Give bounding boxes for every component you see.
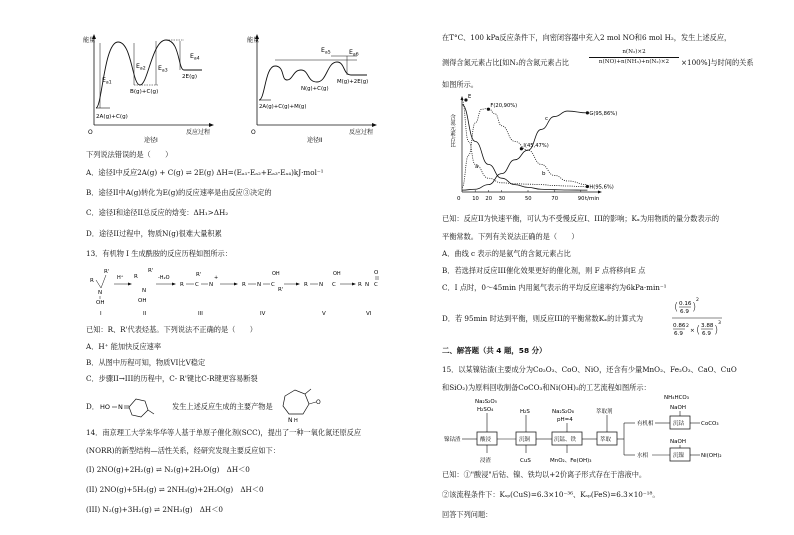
scheme-atom: R (358, 282, 362, 288)
scheme-atom: N (209, 282, 214, 288)
origin-label: O (88, 129, 93, 136)
ea4-label: $E_{a4}$ (190, 53, 200, 62)
nitrogen-fraction-chart (442, 92, 618, 210)
flow-reagent: pH=4 (557, 417, 573, 423)
q13-known: 已知：R、R'代表烃基。下列说法不正确的是（ ） (86, 325, 257, 334)
flow-product-nioh2: Ni(OH)₂ (701, 453, 722, 459)
flow-reagent: Na₂S₂O₅ (475, 399, 497, 405)
svg-text:(: ( (696, 323, 701, 336)
chart-point-label: H(95,6%) (589, 184, 614, 191)
oxime-atom: HO (100, 403, 111, 411)
y-axis-label: 能量 (83, 37, 96, 44)
energy-diagram-path-1 (80, 30, 215, 145)
flow-aqueous-phase: 水相 (637, 453, 649, 459)
kx-den-a-den: 6.9 (674, 331, 683, 337)
lactam-atom: N (288, 417, 293, 424)
q15-stem-1: 15．以某镍钴渣(主要成分为Co₂O₃、CoO、NiO，还含有少量MnO₂、Fe₂O₃、CaO、CuO (442, 365, 737, 374)
x-tick-label: 10 (472, 196, 479, 202)
q14-option-d: D．若 95min 时达到平衡，则反应III的平衡常数Kₓ的计算式为 (442, 314, 644, 323)
x-tick-label: 20 (485, 196, 493, 202)
y-axis-label: 能量 (247, 37, 260, 44)
n2-fraction-numerator: n(N₂)×2 (589, 48, 679, 58)
kx-den-b-den: 6.9 (702, 331, 711, 337)
q13-option-c: C．步骤II→III的历程中，C- R'键比C-R键更容易断裂 (86, 374, 258, 383)
x-axis-label: 反应过程 (186, 129, 211, 136)
scheme-atom: N (142, 288, 147, 294)
flow-reagent: Na₂S₂O₈ (552, 409, 574, 415)
kx-den-a: 0.86 (673, 323, 686, 329)
chart-point-label: E (467, 94, 472, 100)
q12-option-a: A．途径I中反应2A(g) + C(g) ⇌ 2E(g) ΔH=(Eₐ₁-Eₐ₂+Eₐ₃-Eₐ₄)kJ·mol⁻¹ (86, 168, 324, 177)
chart-y-label: 含氮元素占比 (449, 114, 455, 147)
scheme-atom: C (332, 282, 336, 288)
q14-reaction-1: (I) 2NO(g)+2H₂(g) ⇌ N₂(g)+2H₂O(g) ΔH＜0 (86, 465, 250, 474)
q12-option-c: C．途径I和途径II总反应的焓变：ΔH₁>ΔH₂ (86, 208, 229, 217)
q13-option-a: A．H⁺ 能加快反应速率 (86, 342, 162, 351)
svg-text:(: ( (674, 300, 679, 313)
scheme-atom: R (180, 282, 184, 288)
n2-fraction-denominator: n(NO)+n(NH₃)+n(N₂)×2 (598, 59, 670, 65)
x-tick-label: 90 (577, 196, 585, 202)
scheme-atom: R (242, 282, 246, 288)
scheme-atom: OH (138, 298, 147, 304)
scheme-atom: OH (333, 271, 341, 277)
kx-exp: 2 (696, 298, 699, 303)
scheme-label: VI (366, 311, 372, 317)
q12-option-d: D．途径II过程中，物质N(g)很难大量积累 (86, 229, 222, 238)
lactam-atom: O (316, 399, 321, 406)
flow-box-acid-leach: 酸浸 (480, 437, 492, 443)
q12-option-b: B．途径II中A(g)转化为E(g)的反应速率是由反应③决定的 (86, 188, 272, 197)
q12-stem: 下列说法错误的是（ ） (86, 150, 173, 159)
scheme-atom: N (365, 282, 370, 288)
flow-output: MnO₂、Fe(OH)₃ (550, 458, 592, 464)
intermediate-label: B(g)+C(g) (130, 89, 159, 95)
lactam-structure (275, 384, 325, 424)
figure-caption: 途径II (307, 137, 323, 144)
scheme-atom: C (195, 282, 199, 288)
scheme-label: IV (260, 311, 266, 317)
q15-ask: 回答下列问题： (442, 510, 493, 519)
scheme-atom: OH (96, 300, 105, 306)
chart-point-label: G(95,86%) (589, 110, 618, 117)
kx-expression (672, 296, 736, 342)
x-axis-label: 反应过程 (349, 129, 374, 136)
origin-label: O (251, 129, 256, 136)
scheme-atom: N (257, 282, 262, 288)
scheme-reagent: H⁺ (117, 275, 124, 281)
flow-reagent: NaOH (670, 439, 686, 445)
scheme-atom: R (304, 282, 308, 288)
q14-known-1: 已知：反应II为快速平衡，可认为不受慢反应I、III的影响；Kₓ为用物质的量分数表示的 (442, 214, 720, 223)
flow-reagent: NaOH (670, 405, 686, 411)
flow-reagent: H₂SO₄ (477, 407, 494, 413)
process-flow-diagram (442, 395, 752, 465)
lactam-atom: H (294, 418, 298, 424)
oxime-structure (98, 390, 158, 422)
chart-x-label: t/min (585, 196, 600, 202)
scheme-atom: N (319, 282, 324, 288)
q14-intro-2b: ×100%]与时间的关系 (681, 58, 754, 67)
flow-box-cu-precip: 沉铜 (519, 437, 531, 443)
curve-label-b: b (542, 171, 546, 177)
flow-reagent: NH₄HCO₃ (664, 395, 689, 401)
flow-box-mn-fe-precip: 沉锰、铁 (554, 437, 577, 443)
q13-option-d-text: 发生上述反应生成的主要产物是 (172, 402, 273, 411)
oxime-atom: N (118, 403, 123, 411)
q15-known-2: ②该流程条件下：Kₛₚ(CuS)=6.3×10⁻³⁶、Kₛₚ(FeS)=6.3×10⁻¹⁸。 (442, 490, 660, 499)
scheme-atom: + (214, 275, 219, 281)
flow-box-ni-precip: 沉镍 (673, 453, 685, 459)
kx-times: × (690, 328, 695, 334)
scheme-atom: O (374, 270, 379, 276)
flow-output: CuS (520, 458, 531, 464)
scheme-atom: OH (272, 271, 280, 277)
flow-product-coco3: CoCO₃ (701, 421, 719, 427)
kx-exp: 2 (686, 324, 689, 329)
q14-reaction-2: (II) 2NO(g)+5H₂(g) ⇌ 2NH₃(g)+2H₂O(g) ΔH＜0 (86, 485, 264, 494)
flow-organic-phase: 有机相 (637, 421, 654, 427)
scheme-reagent: -H₂O (158, 275, 170, 281)
scheme-label: I (100, 311, 102, 317)
kx-num: 0.16 (679, 301, 692, 307)
curve-label-c: c (545, 116, 549, 122)
reactant-label: 2A(g)+C(g)+M(g) (259, 104, 307, 110)
kx-exp: 3 (718, 321, 721, 326)
ea1-label: $E_{a1}$ (102, 77, 112, 86)
chart-point-label: I(45,47%) (523, 142, 549, 149)
scheme-atom: R (134, 274, 138, 280)
ea5-label: $E_{a5}$ (321, 47, 331, 56)
scheme-atom: C (271, 282, 275, 288)
scheme-atom: C (374, 282, 378, 288)
x-tick-label: 70 (551, 196, 559, 202)
product-label: M(g)+2E(g) (337, 79, 369, 85)
ea6-label: $E_{a6}$ (349, 49, 359, 58)
ea3-label: $E_{a3}$ (158, 65, 168, 74)
scheme-atom: R' (104, 269, 110, 275)
flow-output: 浸渣 (480, 458, 492, 464)
kx-num-den: 6.9 (680, 309, 689, 315)
q13-option-d-prefix: D． (86, 402, 99, 411)
q14-reaction-3: (III) N₂(g)+3H₂(g) ⇌ 2NH₃(g) ΔH＜0 (86, 505, 223, 514)
energy-diagram-path-2 (245, 30, 380, 145)
scheme-label: III (198, 311, 203, 317)
scheme-atom: R (90, 278, 94, 284)
q14-stem-2: (NORR)的新型结构—活性关系，经研究发现主要反应如下： (86, 446, 280, 455)
flow-box-extract: 萃取 (600, 437, 612, 443)
q13-option-b: B．从图中历程可知，物质VI比V稳定 (86, 358, 206, 367)
q14-option-c: C．I 点时，0～45min 内用氮气表示的平均反应速率约为6kPa·min⁻¹ (442, 283, 667, 292)
curve-label-a: a (475, 164, 479, 170)
x-tick-label: 30 (498, 196, 506, 202)
scheme-label: V (322, 311, 326, 317)
scheme-atom: R' (196, 272, 202, 278)
scheme-atom: N (98, 290, 103, 296)
q14-known-2: 平衡常数。下列有关说法正确的是（ ） (442, 232, 579, 241)
q14-intro-2a: 测得含氮元素占比[如N₂的含氮元素占比 (442, 58, 569, 67)
kx-den-b: 3.88 (701, 323, 714, 329)
svg-text:): ) (714, 323, 719, 336)
scheme-atom: R' (148, 268, 154, 274)
q14-intro-3: 如图所示。 (442, 80, 478, 89)
q13-reaction-scheme (86, 260, 386, 318)
chart-point-label: F(20,90%) (490, 103, 518, 110)
q13-stem: 13．有机物 I 生成酰胺的反应历程如图所示： (86, 249, 232, 258)
x-tick-label: 50 (525, 196, 532, 202)
flow-box-co-precip: 沉钴 (673, 421, 685, 427)
reactant-label: 2A(g)+C(g) (96, 114, 128, 120)
q14-option-b: B．若选择对反应III催化效果更好的催化剂，则 F 点将移向E 点 (442, 266, 646, 275)
scheme-atom: R' (278, 287, 284, 293)
chart-origin: 0 (457, 196, 461, 202)
q14-stem-1: 14．南京理工大学朱华华等人基于单原子催化剂(SCC)，提出了一种一氧化氮还原反应 (86, 428, 362, 437)
product-label: 2E(g) (182, 74, 198, 80)
section-title: 二、解答题（共 4 题，58 分） (442, 346, 547, 355)
figure-caption: 途径I (144, 137, 158, 144)
q14-option-a: A．曲线 c 表示的是氨气的含氮元素占比 (442, 249, 571, 258)
intermediate-label: N(g)+C(g) (301, 86, 329, 92)
n2-fraction (589, 48, 679, 67)
flow-reagent: H₂S (520, 409, 530, 415)
svg-text:): ) (692, 300, 697, 313)
ea2-label: $E_{a2}$ (136, 63, 146, 72)
q15-known-1: 已知：①"酸浸"后钴、镍、铁均以+2价离子形式存在于溶液中。 (442, 470, 647, 479)
flow-start: 镍钴渣 (444, 437, 461, 443)
scheme-label: II (143, 311, 147, 317)
q15-stem-2: 和SiO₂)为原料回收制备CoCO₃和Ni(OH)₂的工艺流程如图所示： (442, 383, 651, 392)
q14-intro-1: 在T°C、100 kPa反应条件下，向密闭容器中充入2 mol NO和6 mol H₂，发生上述反应， (442, 33, 732, 42)
flow-reagent: 萃取剂 (596, 409, 613, 415)
